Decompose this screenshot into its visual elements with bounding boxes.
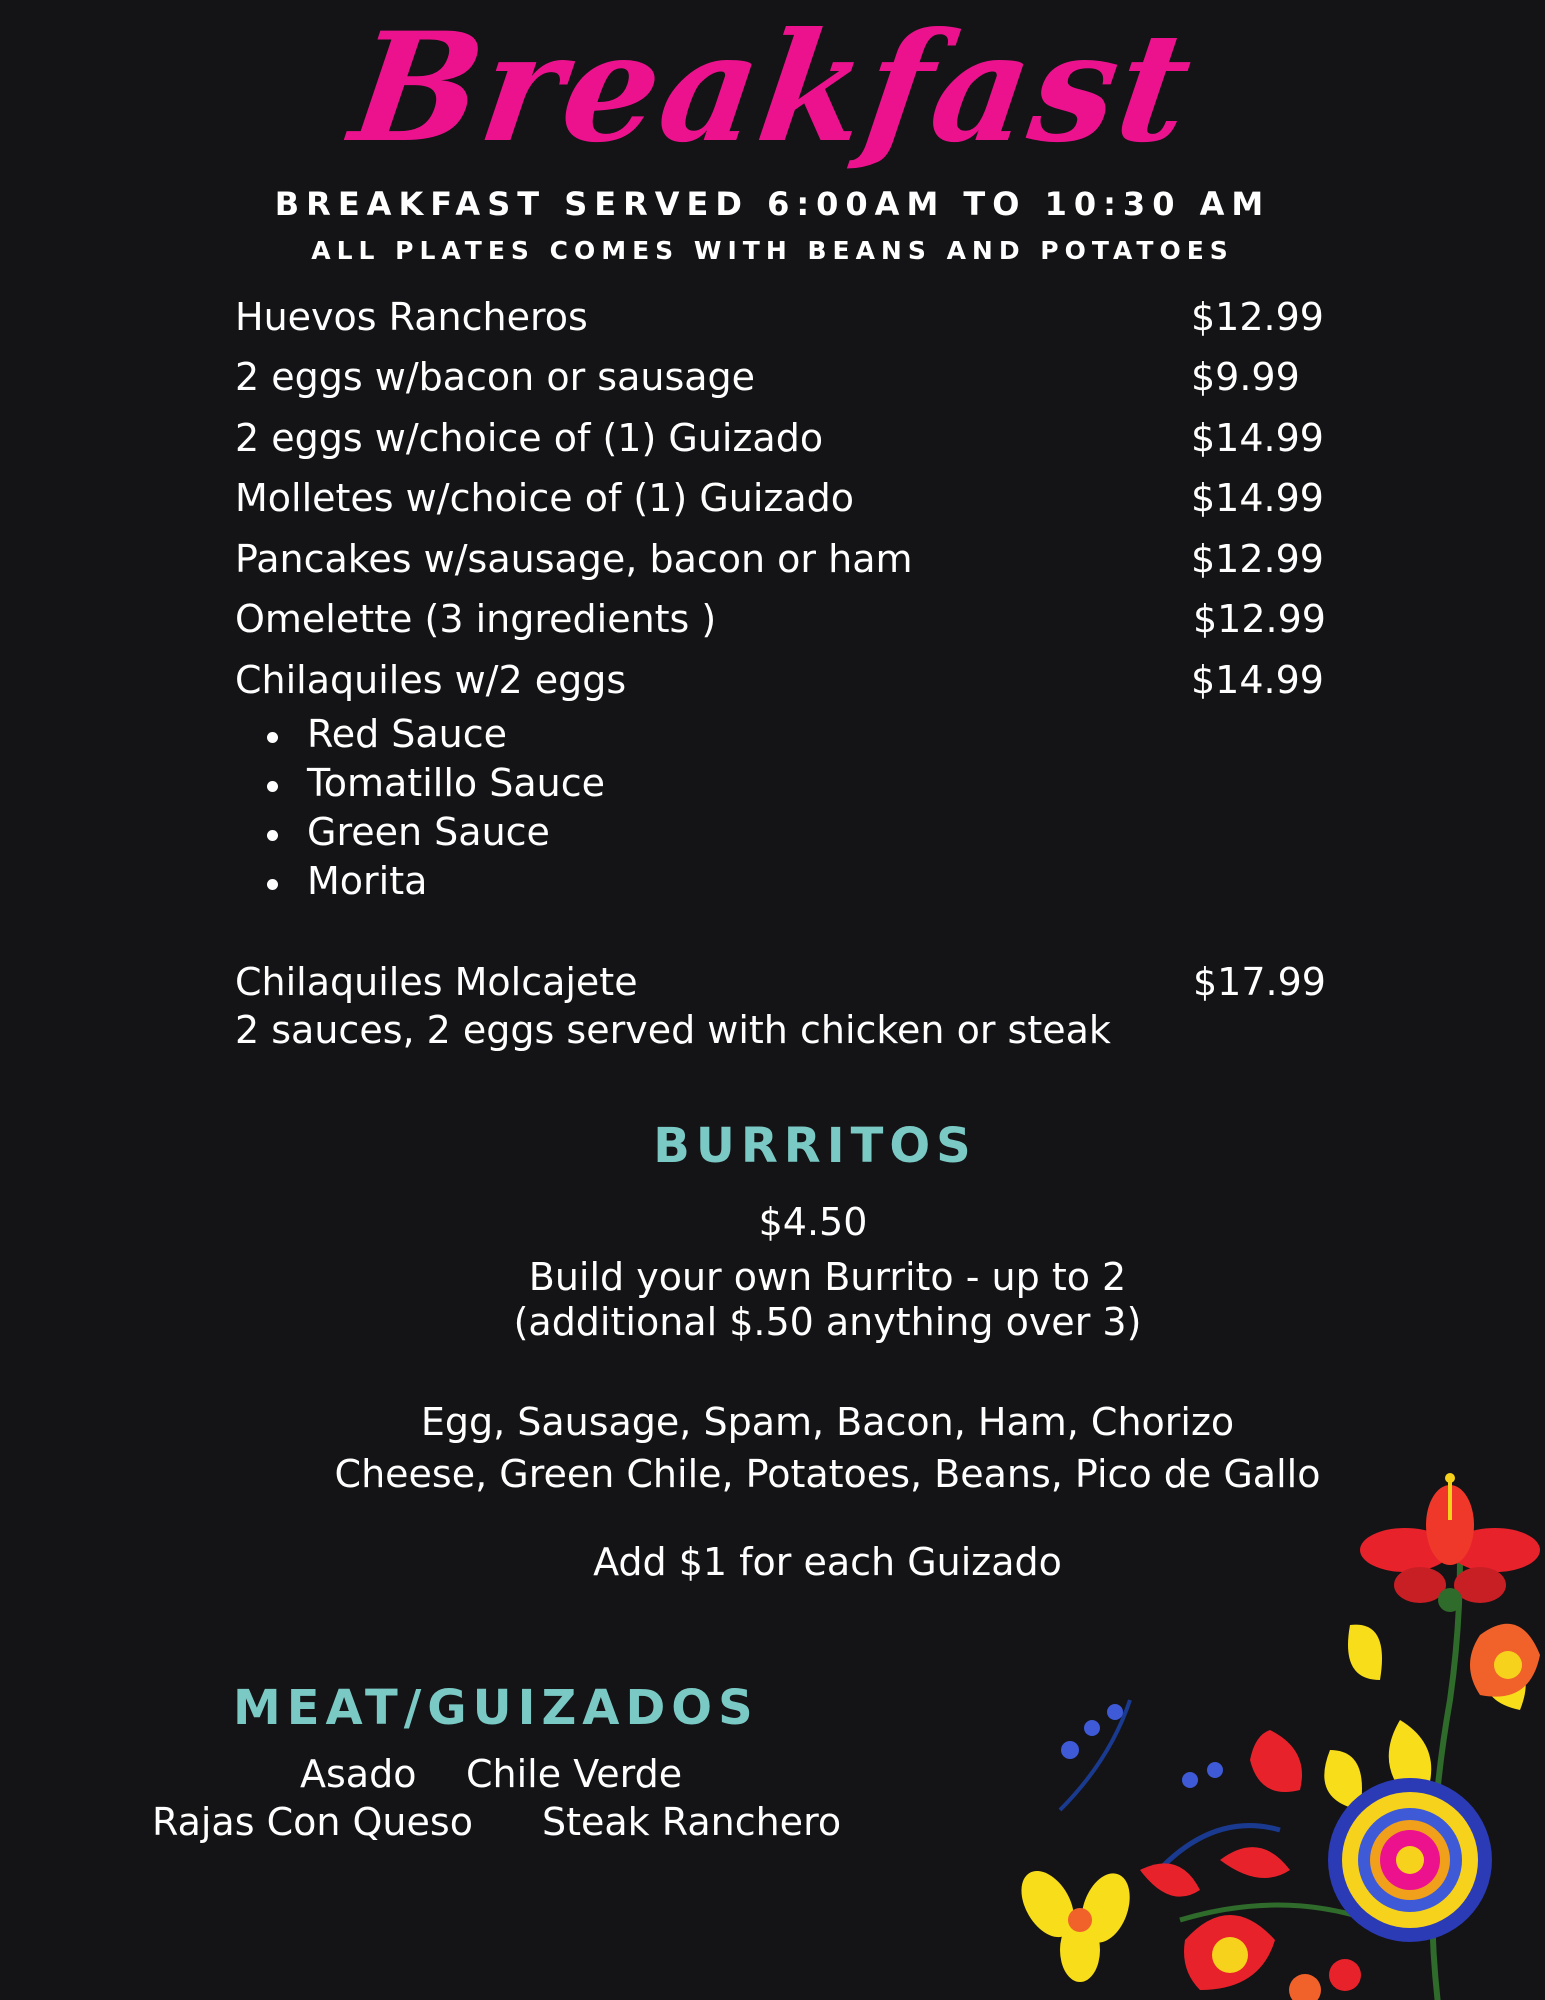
- hours-subtitle: BREAKFAST SERVED 6:00AM TO 10:30 AM: [274, 185, 1271, 223]
- floral-decoration-icon: [1020, 1450, 1545, 2000]
- item-name: 2 eggs w/bacon or sausage: [235, 355, 756, 399]
- item-name: Huevos Rancheros: [235, 295, 588, 339]
- burrito-options-line-2: Cheese, Green Chile, Potatoes, Beans, Pico de Gallo: [334, 1452, 1321, 1496]
- bullet-icon: [267, 732, 278, 743]
- sauce-list: [235, 712, 605, 908]
- item-price: $14.99: [1191, 476, 1324, 520]
- plates-note: ALL PLATES COMES WITH BEANS AND POTATOES: [311, 236, 1234, 265]
- bullet-icon: [267, 781, 278, 792]
- meat-item: Asado: [300, 1752, 417, 1796]
- guizado-addon: Add $1 for each Guizado: [593, 1540, 1062, 1584]
- menu-item: [235, 537, 1335, 587]
- menu-item: [235, 476, 1335, 526]
- burrito-price: $4.50: [758, 1200, 868, 1244]
- item-price: $12.99: [1191, 295, 1324, 339]
- item-name: 2 eggs w/choice of (1) Guizado: [235, 416, 824, 460]
- bullet-icon: [267, 879, 278, 890]
- item-name: Chilaquiles Molcajete: [235, 960, 638, 1004]
- menu-item: [235, 658, 1335, 708]
- molcajete-description: 2 sauces, 2 eggs served with chicken or steak: [235, 1008, 1111, 1052]
- item-name: Molletes w/choice of (1) Guizado: [235, 476, 855, 520]
- sauce-item: Red Sauce: [235, 712, 605, 761]
- item-price: $9.99: [1191, 355, 1300, 399]
- item-price: $14.99: [1191, 658, 1324, 702]
- menu-item-molcajete: [235, 960, 1335, 1010]
- menu-item: [235, 416, 1335, 466]
- item-price: $12.99: [1191, 537, 1324, 581]
- meat-item: Chile Verde: [466, 1752, 683, 1796]
- menu-title: Breakfast: [342, 0, 1203, 176]
- item-name: Pancakes w/sausage, bacon or ham: [235, 537, 913, 581]
- meat-item: Rajas Con Queso: [152, 1800, 473, 1844]
- menu-item: [235, 295, 1335, 345]
- bullet-icon: [267, 830, 278, 841]
- sauce-item: Morita: [235, 859, 605, 908]
- item-name: Omelette (3 ingredients ): [235, 597, 717, 641]
- meat-item: Steak Ranchero: [542, 1800, 842, 1844]
- menu-item: [235, 597, 1335, 647]
- burrito-additional-line: (additional $.50 anything over 3): [513, 1300, 1142, 1344]
- sauce-item: Green Sauce: [235, 810, 605, 859]
- item-price: $12.99: [1193, 597, 1326, 641]
- burrito-build-line: Build your own Burrito - up to 2: [528, 1255, 1127, 1299]
- menu-item: [235, 355, 1335, 405]
- item-price: $17.99: [1193, 960, 1326, 1004]
- burrito-options-line-1: Egg, Sausage, Spam, Bacon, Ham, Chorizo: [420, 1400, 1235, 1444]
- meat-guizados-heading: MEAT/GUIZADOS: [233, 1680, 759, 1736]
- item-name: Chilaquiles w/2 eggs: [235, 658, 627, 702]
- burritos-heading: BURRITOS: [653, 1118, 977, 1174]
- sauce-item: Tomatillo Sauce: [235, 761, 605, 810]
- item-price: $14.99: [1191, 416, 1324, 460]
